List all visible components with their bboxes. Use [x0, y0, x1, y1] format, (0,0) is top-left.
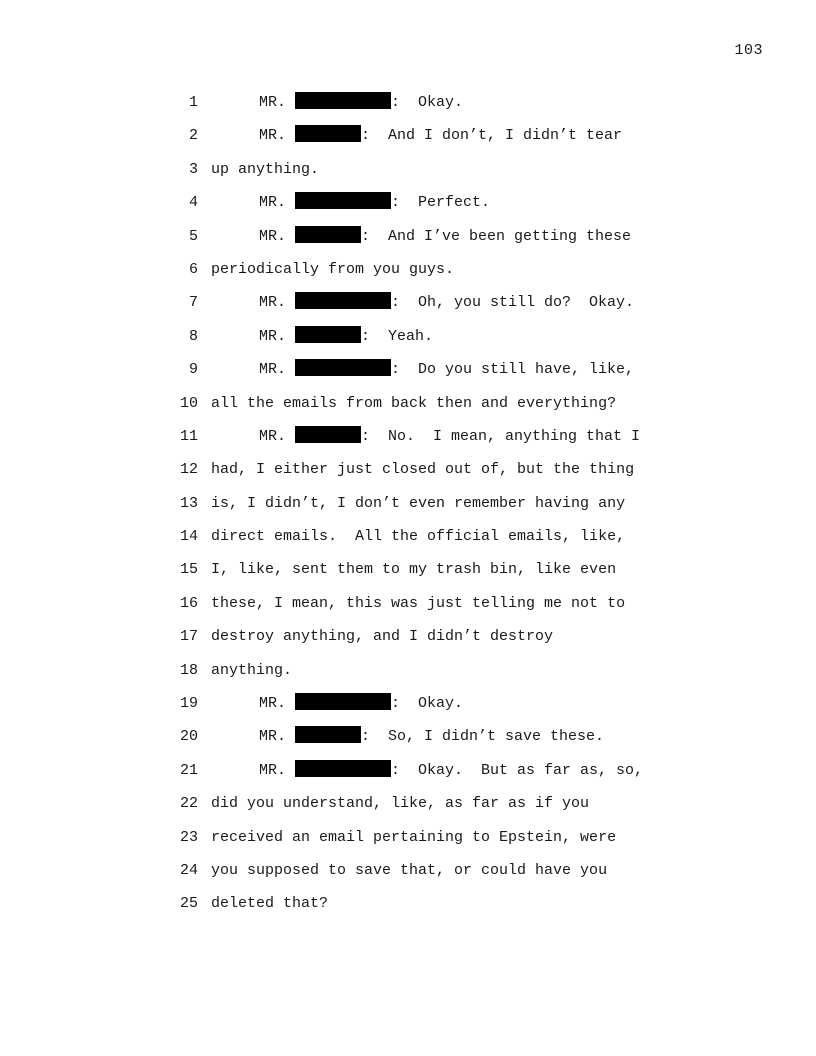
line-number: 24 [179, 861, 198, 879]
spoken-text: deleted that? [211, 895, 329, 913]
spoken-text: : Okay. [391, 695, 464, 713]
line-text [211, 558, 616, 582]
line-number: 11 [179, 427, 198, 445]
transcript-line [170, 392, 690, 425]
spoken-text: : No. I mean, anything that I [361, 427, 641, 445]
line-text [259, 425, 640, 449]
spoken-text: I, like, sent them to my trash bin, like even [211, 561, 617, 579]
line-number: 8 [188, 327, 198, 345]
spoken-text: : Yeah. [361, 327, 434, 345]
line-text [259, 291, 634, 315]
speaker-label: MR. [259, 761, 296, 779]
redaction-block [295, 125, 361, 142]
transcript-line [170, 659, 690, 692]
line-text [211, 659, 292, 683]
line-text [211, 458, 634, 482]
redaction-block [295, 693, 391, 710]
spoken-text: : Okay. But as far as, so, [391, 761, 644, 779]
line-number: 15 [179, 561, 198, 579]
spoken-text: : Okay. [391, 94, 464, 111]
line-text [211, 258, 454, 282]
line-number: 25 [179, 895, 198, 913]
line-number: 9 [188, 361, 198, 379]
spoken-text: direct emails. All the official emails, like, [211, 528, 626, 546]
transcript-line [170, 625, 690, 658]
spoken-text: : Perfect. [391, 194, 491, 212]
line-number: 18 [179, 661, 198, 679]
transcript-line [170, 291, 690, 324]
transcript-line [170, 792, 690, 825]
line-text [259, 358, 634, 382]
line-text [259, 225, 631, 249]
transcript-line [170, 124, 690, 157]
speaker-label: MR. [259, 361, 296, 379]
redaction-block [295, 359, 391, 376]
line-text [259, 124, 622, 148]
line-text [211, 492, 625, 516]
spoken-text: anything. [211, 661, 293, 679]
transcript-line [170, 892, 690, 925]
line-number: 22 [179, 795, 198, 813]
spoken-text: : And I don’t, I didn’t tear [361, 127, 623, 145]
redaction-block [295, 760, 391, 777]
transcript-line [170, 91, 690, 124]
spoken-text: these, I mean, this was just telling me not to [211, 594, 626, 612]
line-text [259, 759, 643, 783]
redaction-block [295, 326, 361, 343]
line-text [211, 158, 319, 182]
line-text [211, 392, 616, 416]
spoken-text: did you understand, like, as far as if you [211, 795, 590, 813]
spoken-text: periodically from you guys. [211, 260, 455, 278]
line-number: 4 [188, 194, 198, 212]
speaker-label: MR. [259, 227, 296, 245]
transcript-line [170, 358, 690, 391]
transcript-line [170, 258, 690, 291]
redaction-block [295, 426, 361, 443]
spoken-text: up anything. [211, 160, 320, 178]
line-number: 23 [179, 828, 198, 846]
redaction-block [295, 92, 391, 109]
transcript-line [170, 592, 690, 625]
line-text [211, 792, 589, 816]
line-text [259, 325, 433, 349]
line-number: 17 [179, 628, 198, 646]
speaker-label: MR. [259, 427, 296, 445]
spoken-text: destroy anything, and I didn’t destroy [211, 628, 554, 646]
transcript-line [170, 759, 690, 792]
line-number: 21 [179, 761, 198, 779]
line-text [259, 191, 490, 215]
line-number: 6 [188, 260, 198, 278]
line-text [211, 592, 625, 616]
transcript-line [170, 826, 690, 859]
line-text [211, 892, 328, 916]
speaker-label: MR. [259, 194, 296, 212]
spoken-text: : So, I didn’t save these. [361, 728, 605, 746]
speaker-label: MR. [259, 127, 296, 145]
transcript-line [170, 325, 690, 358]
spoken-text: you supposed to save that, or could have you [211, 861, 608, 879]
spoken-text: received an email pertaining to Epstein, were [211, 828, 617, 846]
transcript-line [170, 558, 690, 591]
line-text [211, 625, 553, 649]
transcript-line [170, 158, 690, 191]
line-text [259, 725, 604, 749]
redaction-block [295, 226, 361, 243]
line-text [211, 859, 607, 883]
redaction-block [295, 192, 391, 209]
line-number: 14 [179, 528, 198, 546]
transcript-line [170, 425, 690, 458]
speaker-label: MR. [259, 728, 296, 746]
spoken-text: : Do you still have, like, [391, 361, 635, 379]
transcript-line [170, 525, 690, 558]
transcript-line [170, 725, 690, 758]
line-text [211, 525, 625, 549]
transcript-line [170, 492, 690, 525]
page-number: 103 [734, 42, 763, 59]
line-number: 20 [179, 728, 198, 746]
transcript-line [170, 191, 690, 224]
speaker-label: MR. [259, 327, 296, 345]
line-number: 12 [179, 461, 198, 479]
line-number: 13 [179, 494, 198, 512]
spoken-text: had, I either just closed out of, but the thing [211, 461, 635, 479]
line-number: 16 [179, 594, 198, 612]
spoken-text: is, I didn’t, I don’t even remember having any [211, 494, 626, 512]
transcript-line [170, 692, 690, 725]
line-number: 2 [188, 127, 198, 145]
speaker-label: MR. [259, 695, 296, 713]
line-number: 19 [179, 695, 198, 713]
redaction-block [295, 292, 391, 309]
line-number: 10 [179, 394, 198, 412]
speaker-label: MR. [259, 94, 296, 111]
speaker-label: MR. [259, 294, 296, 312]
line-text [259, 91, 463, 115]
redaction-block [295, 726, 361, 743]
line-number: 5 [188, 227, 198, 245]
transcript-line [170, 225, 690, 258]
line-number: 7 [188, 294, 198, 312]
line-text [211, 826, 616, 850]
spoken-text: all the emails from back then and everything? [211, 394, 617, 412]
line-number: 1 [188, 94, 198, 111]
spoken-text: : Oh, you still do? Okay. [391, 294, 635, 312]
spoken-text: : And I’ve been getting these [361, 227, 632, 245]
transcript-body [170, 91, 690, 926]
transcript-line [170, 859, 690, 892]
line-number: 3 [188, 160, 198, 178]
transcript-line [170, 458, 690, 491]
line-text [259, 692, 463, 716]
